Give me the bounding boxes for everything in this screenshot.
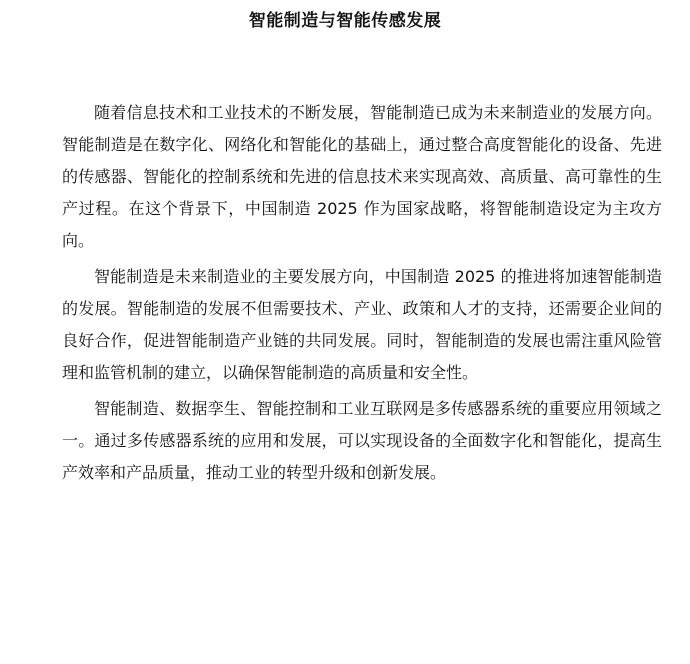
document-body	[62, 97, 662, 489]
paragraph-3: 智能制造、数据孪生、智能控制和工业互联网是多传感器系统的重要应用领域之一。通过多传感器系统的应用和发展，可以实现设备的全面数字化和智能化，提高生产效率和产品质量，推动工业的转型升级和创新发展。	[62, 399, 662, 482]
paragraph-2: 智能制造是未来制造业的主要发展方向，中国制造 2025 的推进将加速智能制造的发展。智能制造的发展不但需要技术、产业、政策和人才的支持，还需要企业间的良好合作，促进智能制造产业链的共同发展。同时，智能制造的发展也需注重风险管理和监管机制的建立，以确保智能制造的高质量和安全性。	[62, 267, 662, 382]
document-title: 智能制造与智能传感发展	[248, 11, 442, 31]
paragraph-1: 随着信息技术和工业技术的不断发展，智能制造已成为未来制造业的发展方向。智能制造是在数字化、网络化和智能化的基础上，通过整合高度智能化的设备、先进的传感器、智能化的控制系统和先进的信息技术来实现高效、高质量、高可靠性的生产过程。在这个背景下，中国制造 2025 作为国家战略，将智能制造设定为主攻方向。	[62, 103, 662, 250]
